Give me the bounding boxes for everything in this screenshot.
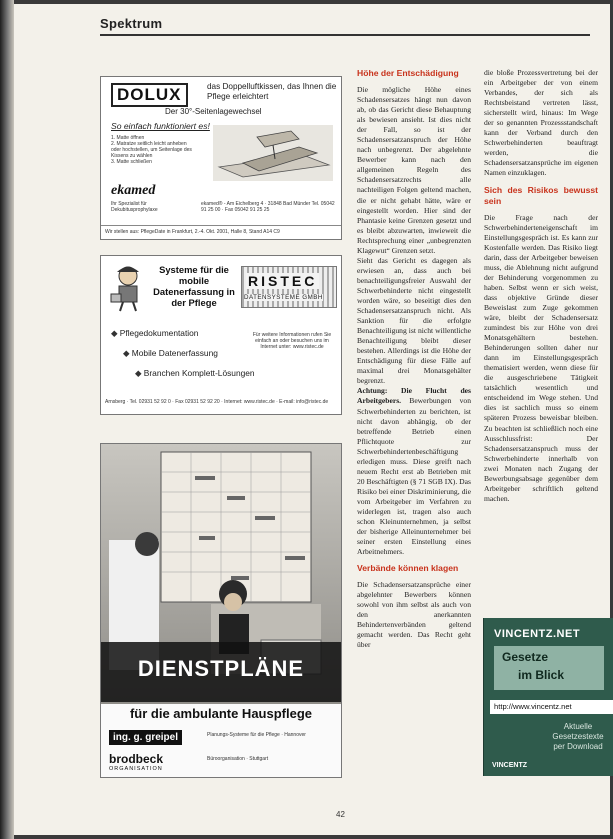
vincentz-desc-line: per Download [553, 742, 603, 751]
brodbeck-logo: brodbeck [109, 752, 164, 766]
dolux-steps [111, 135, 197, 165]
ristec-note: Für weitere Informationen rufen Sie einfach an oder besuchen uns im Internet unter: www.ristec.de [252, 332, 332, 350]
vincentz-url[interactable]: http://www.vincentz.net [490, 700, 613, 714]
greipel-logo: ing. g. greipel [109, 730, 182, 745]
ristec-logo: RISTEC [248, 273, 318, 289]
dolux-step: 2. Matratze seitlich leicht anheben oder hochstellen, um Seitenlage des Kissens zu wählen [111, 141, 192, 159]
article-column-1 [357, 68, 471, 651]
ristec-footer: Arnsberg · Tel. 02931 52 92 0 · Fax 02931 52 92 20 · Internet: www.ristec.de · E-mail: info@ristec.de [105, 399, 329, 405]
ekamed-address: ekamed® - Am Eichelberg 4 · 31848 Bad Münder Tel. 05042 91 25 00 · Fax 05042 91 25 25 [201, 201, 335, 213]
ristec-feature-2: ◆ Mobile Datenerfassung [123, 348, 218, 358]
dolux-logo: DOLUX [111, 83, 188, 107]
ekamed-brand: ekamed [111, 183, 156, 198]
article-paragraph: die bloße Prozessvertretung bei der ein Arbeitgeber der von einem Verbandes, der sich als Rechtsbeistand vertreten lässt, sicherstellt wird, hinaus: Im Wege der so genannten Prozessstandschaft kann der Verband durch den Schwerbehinderten beauftragt werden, die Schadensersatzansprüche im eigenen Namen einzuklagen. [484, 68, 598, 178]
ad-dolux [100, 76, 342, 240]
dolux-subline: Der 30°-Seitenlagewechsel [165, 107, 262, 116]
ristec-title: Systeme für die mobile Datenerfassung in der Pflege [153, 264, 235, 308]
dienst-subheadline: für die ambulante Hauspflege [129, 706, 313, 721]
vincentz-title-box [494, 646, 604, 690]
vincentz-line2: im Blick [518, 668, 565, 682]
ad-ristec [100, 255, 342, 415]
ad-dienstplaene [100, 443, 342, 778]
ristec-feature-3: ◆ Branchen Komplett-Lösungen [135, 368, 255, 378]
page-number: 42 [336, 810, 345, 819]
article-paragraph [357, 386, 471, 557]
article-paragraph: Sieht das Gericht es dagegen als erwiesen an, dass auch bei benachteiligungsfreier Auswahl der Schwerbehinderte nicht eingestellt worden wäre, so beseitigt dies den Schadensersatzanspruch nicht. Als Sanktion für die erfolgte Benachteiligung ist nicht willentliche Benachteiligung bleibt dieser bestehen. Allerdings ist die Höhe der Entschädigung für diese Fälle auf maximal drei Monatsgehälter begrenzt. [357, 255, 471, 386]
ristec-feature-label: Pflegedokumentation [119, 328, 199, 338]
ekamed-sub: Ihr Spezialist für Dekubitusprophylaxe [111, 201, 158, 213]
article-paragraph: Die mögliche Höhe eines Schadensersatzes hängt nun davon ab, ob das Gericht diese Behauptung als bewiesen ansieht. Ist dies nicht der Fall, so ist der Schadensersatzanspruch der Höhe nach unbegrenzt. Der abgelehnte Bewerber kann nach den allgemeinen Regeln des Schadensersatzrechts alle nachteiligen Folgen geltend machen, die er nicht gehabt hätte, wäre er eingestellt worden. Hier sind der Phantasie keine Grenzen gesetzt und es bleibt abzuwarten, inwieweit die Rechtsprechung einer „unbegrenzten Klagewut“ Grenzen setzt. [357, 85, 471, 255]
article-heading-associations: Verbände können klagen [357, 563, 459, 574]
vincentz-desc [538, 722, 613, 752]
ristec-feature-label: Branchen Komplett-Lösungen [143, 368, 255, 378]
dolux-footer: Wir stellen aus: PflegeDate in Frankfurt, 2.-4. Okt. 2001, Halle 8, Stand A14 C9 [101, 225, 341, 235]
vincentz-desc-line: Gesetzestexte [552, 732, 604, 741]
article-emphasis: Achtung: Die Flucht des Arbeitgebers. [357, 386, 471, 406]
vincentz-desc-line: Aktuelle [563, 722, 593, 731]
dolux-slogan: So einfach funktioniert es! [111, 121, 210, 131]
article-column-2 [484, 68, 598, 504]
vincentz-footer: VINCENTZ [492, 762, 527, 769]
article-heading-risk: Sich des Risikos bewusst sein [484, 184, 598, 206]
cushion-illustration [213, 125, 333, 181]
greipel-note: Planungs-Systeme für die Pflege · Hannover [207, 732, 306, 738]
brodbeck-note: Büroorganisation · Stuttgart [207, 756, 269, 762]
section-title: Spektrum [100, 16, 163, 31]
dolux-step: 1. Matte öffnen [111, 135, 145, 141]
brodbeck-sub: ORGANISATION [109, 766, 163, 772]
vincentz-brand: VINCENTZ.NET [494, 628, 581, 640]
ad-vincentz [483, 618, 613, 776]
dolux-step: 3. Matte schließen [111, 159, 152, 165]
article-paragraph: Die Frage nach der Schwerbehinderteneigenschaft im Einstellungsgespräch ist. Es kann zur Kostenfalle werden. Das Risiko liegt darin, dass der Arbeitgeber beweisen muss, die Ablehnung nicht aufgrund der Behinderung vorgenommen zu haben. Selbst wenn er sich weist, dass objektive Gründe dieser Beweislast zum Zuge gekommen wäre, bleibt der Schadensersatz zumindest bis zur Höhe von drei Monatsgehältern bestehen. Behinderungen sollten daher nur dann im Einstellungsgespräch thematisiert werden, wenn diese für die ausgeschriebene Tätigkeit tatsächlich wesentlich und entscheidend im Wege stehen. Und dies ist sachlich muss so einem späteren Prozess beweisbar bleiben. Zu beachten ist schließlich noch eine Ausschlussfrist: Der Schadensersatzanspruch muss der Schwerbehinderte innerhalb von zwei Monaten nach Zugang der Bewerbungsabsage gegenüber dem Arbeitgeber schriftlich geltend machen. [484, 212, 598, 503]
vincentz-line1: Gesetze [502, 650, 549, 664]
article-column-2-clip [482, 68, 613, 598]
article-heading-amount: Höhe der Entschädigung [357, 68, 459, 78]
page-binding [0, 0, 14, 839]
worker-mascot [107, 264, 149, 312]
article-paragraph: Die Schadensersatzansprüche einer abgelehnter Bewerbers können sowohl von ihm selbst als auch von den anerkannten Behindertenverbänden geltend gemacht werden. Das Recht geht über [357, 580, 471, 650]
ristec-feature-label: Mobile Datenerfassung [131, 348, 218, 358]
ristec-logo-box [241, 266, 337, 308]
ristec-feature-1: ◆ Pflegedokumentation [111, 328, 199, 338]
header-rule [100, 34, 590, 36]
dienst-headline: DIENSTPLÄNE [137, 656, 305, 681]
ristec-logo-sub: DATENSYSTEME GMBH [244, 294, 323, 301]
dolux-tagline: das Doppelluftkissen, das Ihnen die Pflege erleichtert [207, 82, 337, 101]
article-paragraph-text: Bewerbungen von Schwerbehinderten zu berichten, ist nicht davon abhängig, ob der betreffende Betrieb einen Pflichtquote zur Schwerbehindertenbeschäftigung erledigen muss. Diese greift nach neuem Recht erst ab Betrieben mit 20 Beschäftigten (§ 71 SGB IX). Das Risiko bei einer Diskriminierung, die vom Arbeitgeber im Verfahren zu widerlegen ist, tragen also auch schon Kleinunternehmen, ja selbst der bisherige Alleinunternehmer bei seiner ersten Einstellung eines Arbeitnehmers. [357, 396, 471, 557]
